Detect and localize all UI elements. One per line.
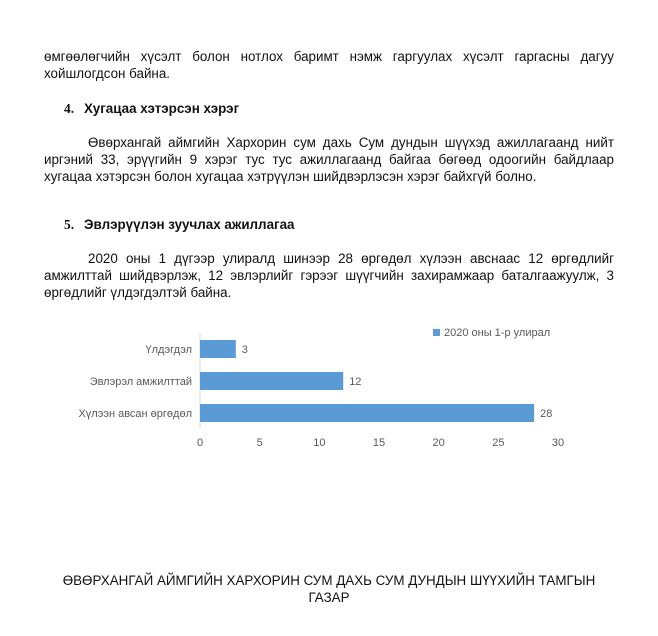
bar	[200, 340, 236, 358]
bar	[200, 404, 534, 422]
data-label: 28	[540, 408, 553, 420]
paragraph-continuation: өмгөөлөгчийн хүсэлт болон нотлох баримт нэмж гаргуулах хүсэлт гаргасны дагуу хойшлогдсон байна.	[44, 49, 614, 81]
category-label: Хүлээн авсан өргөдөл	[78, 408, 192, 420]
x-tick-label: 15	[372, 437, 386, 449]
x-tick-label: 30	[551, 437, 565, 449]
x-tick-label: 10	[313, 437, 326, 449]
data-label: 3	[241, 344, 248, 356]
section-5-body: 2020 оны 1 дүгээр улиралд шинээр 28 өргөдөл хүлээн авснаас 12 өргөдлийг амжилттай шийдвэрлэж, 12 эвлэрлийг гэрээг шүүгчийн захирамжаар баталгаажуулж, 3 өргөдлийг үлдэгдэлтэй байна.	[44, 251, 614, 300]
x-tick-label: 5	[256, 437, 263, 449]
section-4-title: Хугацаа хэтэрсэн хэрэг	[84, 101, 240, 116]
bar-chart-svg	[30, 318, 630, 458]
legend-swatch	[433, 329, 440, 336]
x-tick-label: 25	[492, 437, 505, 449]
x-tick-label: 0	[196, 437, 204, 449]
legend-label: 2020 оны 1-р улирал	[444, 327, 551, 339]
x-tick-label: 20	[432, 437, 445, 449]
section-4-body: Өвөрхангай аймгийн Хархорин сум дахь Сум дундын шүүхэд ажиллагаанд нийт иргэний 33, эрүүгийн 9 хэрэг тус тус ажиллагаанд байгаа бөгөөд одоогийн байдлаар хугацаа хэтэрсэн болон хугацаа хэтрүүлэн шийдвэрлэсэн хэрэг байхгүй болно.	[44, 135, 614, 184]
section-5-title: Эвлэрүүлэн зуучлах ажиллагаа	[84, 217, 295, 232]
bar	[200, 372, 343, 390]
data-label: 12	[349, 376, 362, 388]
bar-chart	[30, 318, 630, 458]
section-4-heading	[64, 101, 239, 117]
category-label: Үлдэгдэл	[145, 344, 192, 356]
section-4-number: 4.	[64, 101, 75, 116]
category-label: Эвлэрэл амжилттай	[89, 376, 192, 388]
section-5-number: 5.	[64, 217, 75, 232]
section-5-heading	[64, 217, 294, 233]
footer-signature: ӨВӨРХАНГАЙ АЙМГИЙН ХАРХОРИН СУМ ДАХЬ СУМ ДУНДЫН ШҮҮХИЙН ТАМГЫН ГАЗАР	[62, 573, 596, 605]
